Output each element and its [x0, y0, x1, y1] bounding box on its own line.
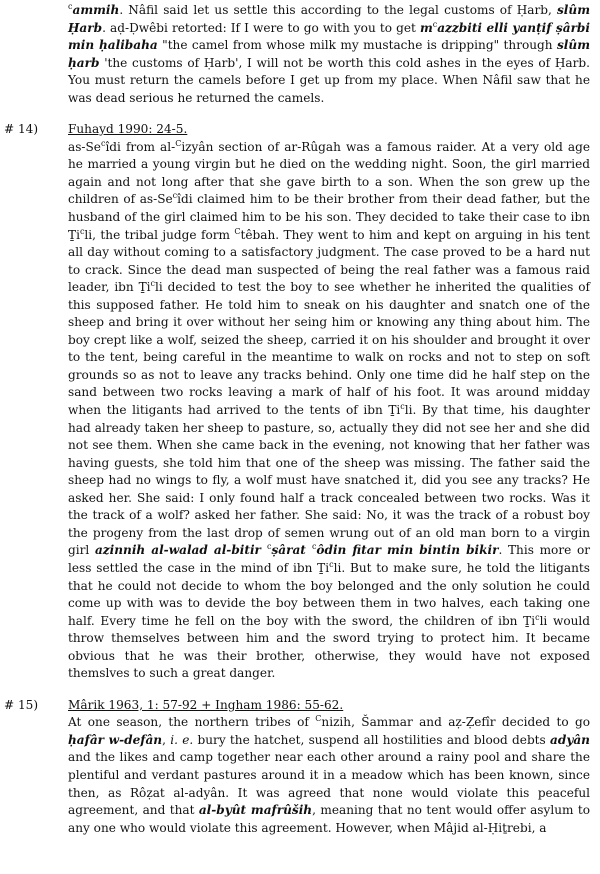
transliterated-term: al-byût mafrûših [198, 803, 313, 818]
text-run: , [162, 732, 171, 747]
section-body [68, 714, 590, 837]
ayn-superscript: c [311, 542, 317, 552]
ayn-superscript: c [400, 402, 405, 412]
text-run: . Nâfil said let us settle this according to the legal customs of Ḥarb, [119, 3, 557, 17]
ayn-superscript: C [234, 226, 241, 236]
text-run: as-Se [68, 139, 101, 154]
intro-paragraph [68, 2, 590, 107]
transliterated-term: i. e. [170, 732, 194, 747]
ayn-superscript: c [432, 19, 438, 29]
section-number: # 14) [4, 122, 39, 137]
transliterated-term: ôdin fitar min bintin bikir [316, 543, 499, 558]
ayn-superscript: c [535, 612, 540, 622]
text-run: , meaning that no tent would offer asylum to any one who would violate this agreement. However, when Mâjid al-Ḥiṯrebi, a [68, 803, 590, 835]
ayn-superscript: c [172, 191, 178, 201]
text-run: . This more or less settled the case in the mind of ibn Ṯi [68, 543, 591, 575]
text-run: . aḍ-Ḍwêbi retorted: If I were to go with you to get [102, 20, 420, 35]
text-run: "the camel from whose milk my mustache is dripping" through [157, 38, 557, 53]
section-body [68, 139, 590, 683]
section-reference-link[interactable]: Mârik 1963, 1: 57-92 + Ingham 1986: 55-62. [68, 697, 344, 712]
transliterated-term: slûm ḥarb [68, 38, 590, 70]
section-15 [4, 697, 590, 837]
transliterated-term: m [419, 20, 433, 35]
text-run: bury the hatchet, suspend all hostilities and blood debts [193, 732, 551, 747]
text-run: li would throw themselves between him and the sword trying to protect him. It became obvious that he was their brother, otherwise, they would have not exposed themslves to such a great danger. [68, 613, 590, 681]
text-run: 'the customs of Ḥarb', I will not be worth this cold ashes in the eyes of Ḥarb. You must return the camels before I get up from my place. When Nâfil saw that he was dead serious he returned the camels. [68, 55, 590, 105]
text-run: izyân section of ar-Rûgah was a famous raider. At a very old age he married a young virgin but he died on the wedding night. Soon, the girl married again and not long after that she gave birth to a son. When the son grew up the children of as-Se [68, 139, 590, 207]
text-run: li. But to make sure, he told the litigants that he could not decide to whom the boy belonged and the only solution he could come up with was to devide the boy between them in two halves, each taking one half. Every time he fell on the boy with the sword, the children of ibn Ṯi [68, 560, 590, 628]
text-run: li decided to test the boy to see whether he inherited the qualities of this supposed father. He told him to sneak on his daughter and snatch one of the sheep and bring it over without her seing him or knowing any thing about him. The boy crept like a wolf, seized the sheep, carried it on his shoulder and brought it over to the tent, being careful in the meantime to walk on rocks and not to step on soft grounds so as not to leave any tracks behind. Only one time did he half step on the sand between two rocks leaving a mark of half of his foot. It was around midday when the litigants had arrived to the tents of ibn Ṯi [68, 280, 590, 418]
transliterated-term: adyân [550, 732, 590, 747]
text-run: li. By that time, his daughter had already taken her sheep to pasture, so, actually they did not see her and she did not see them. When she came back in the evening, not knowing that her father was having guests, she told him that one of the sheep was missing. The father said the sheep had no wings to fly, a wolf must have snatched it, did you see any tracks? He asked her. She said: I only found half a track concealed between two rocks. Was it the track of a wolf? asked her father. She said: No, it was the track of a robust boy the progeny from the last drop of semen wrung out of an old man born to a virgin girl [68, 403, 590, 558]
section-number: # 15) [4, 697, 39, 712]
ayn-superscript: c [68, 2, 73, 11]
text-run: îdi from al- [105, 139, 176, 154]
text-run: At one season, the northern tribes of [68, 715, 316, 730]
transliterated-term: ammih [72, 3, 120, 17]
transliterated-term: azzbiti elli yanṭif ṣârbi min ḥalibaha [68, 20, 590, 53]
ayn-superscript: c [79, 226, 85, 236]
text-run: îdi claimed him to be their brother from their dead father, but the husband of the girl claimed him to be his son. They decided to take their case to ibn Ṯi [68, 192, 590, 242]
section-reference-link[interactable]: Fuhayd 1990: 24-5. [68, 122, 188, 137]
transliterated-term: azinnih al-walad al-bitir [94, 543, 267, 558]
section-14 [4, 121, 590, 683]
ayn-superscript: c [150, 279, 156, 289]
text-run: and the likes and camp together near each other around a rainy pool and share the plentiful and verdant pastures around it in a meadow which has been known, since then, as Rôẓat al-adyân. It was agreed that none would violate this peaceful agreement, and that [68, 750, 590, 818]
text-run: nizih, Šammar and aẓ-Ẓefîr decided to go [321, 715, 590, 730]
text-run: li, the tribal judge form [84, 227, 235, 242]
ayn-superscript: C [315, 714, 322, 724]
ayn-superscript: C [175, 138, 182, 148]
ayn-superscript: c [329, 559, 334, 569]
transliterated-term: ḥafâr w-defân [68, 732, 163, 747]
ayn-superscript: c [266, 542, 272, 552]
text-run: têbah. They went to him and kept on arguing in his tent all day without coming to a satisfactory judgment. The case proved to be a hard nut to crack. Since the dead man suspected of being the real father was a famous raid leader, ibn Ṯi [68, 227, 590, 295]
transliterated-term: ṣârat [271, 543, 312, 558]
ayn-superscript: c [100, 138, 106, 148]
transliterated-term: slûm Ḥarb [68, 3, 590, 35]
